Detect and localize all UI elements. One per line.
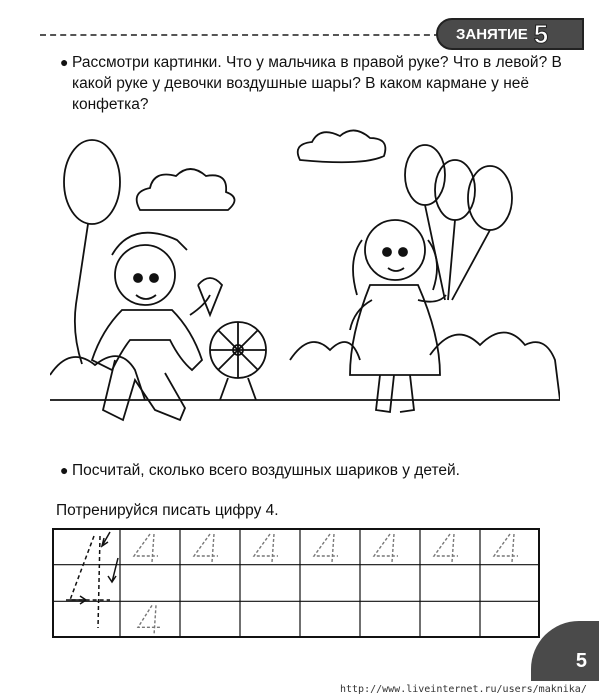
trace-digit [134,534,158,562]
bullet-icon: ● [60,54,69,70]
sample-digit-stroke [70,536,110,628]
boy-balloon [64,140,120,364]
trace-digit [434,534,458,562]
lesson-label: ЗАНЯТИЕ [456,25,528,43]
cloud-right [298,130,386,162]
lesson-number: 5 [533,18,549,49]
ferris-wheel [210,322,266,400]
grid-border [53,529,539,637]
arrow-icon [66,596,86,604]
digit-practice-grid [52,528,540,638]
task-look-at-pictures [60,52,572,115]
header-dashed-line [40,34,440,36]
arrow-icon [102,532,110,546]
task-text: Рассмотри картинки. Что у мальчика в правой руке? Что в левой? В какой руке у девочки воздушные шары? В каком кармане у неё конфетка? [72,54,562,113]
cloud-left [137,169,235,210]
trace-digit [374,534,398,562]
girl-balloons [405,145,512,300]
boy-figure [92,233,222,420]
trace-digit [138,605,160,635]
trace-digit [494,534,518,562]
trace-digit [194,534,218,562]
trace-digit [314,534,338,562]
task-text: Потренируйся писать цифру 4. [56,502,279,519]
task-write-digit [56,500,556,521]
trace-digit [254,534,278,562]
girl-figure [350,220,446,412]
page-corner-badge [531,621,599,681]
page-number: 5 [575,650,587,672]
source-url: http://www.liveinternet.ru/users/maknika/ [340,684,587,695]
bushes [50,333,560,401]
task-count-balloons [60,460,572,481]
task-text: Посчитай, сколько всего воздушных шариков у детей. [72,462,460,479]
bullet-icon: ● [60,462,69,478]
lesson-badge [436,18,584,50]
children-illustration [50,120,560,450]
arrow-icon [108,558,118,582]
